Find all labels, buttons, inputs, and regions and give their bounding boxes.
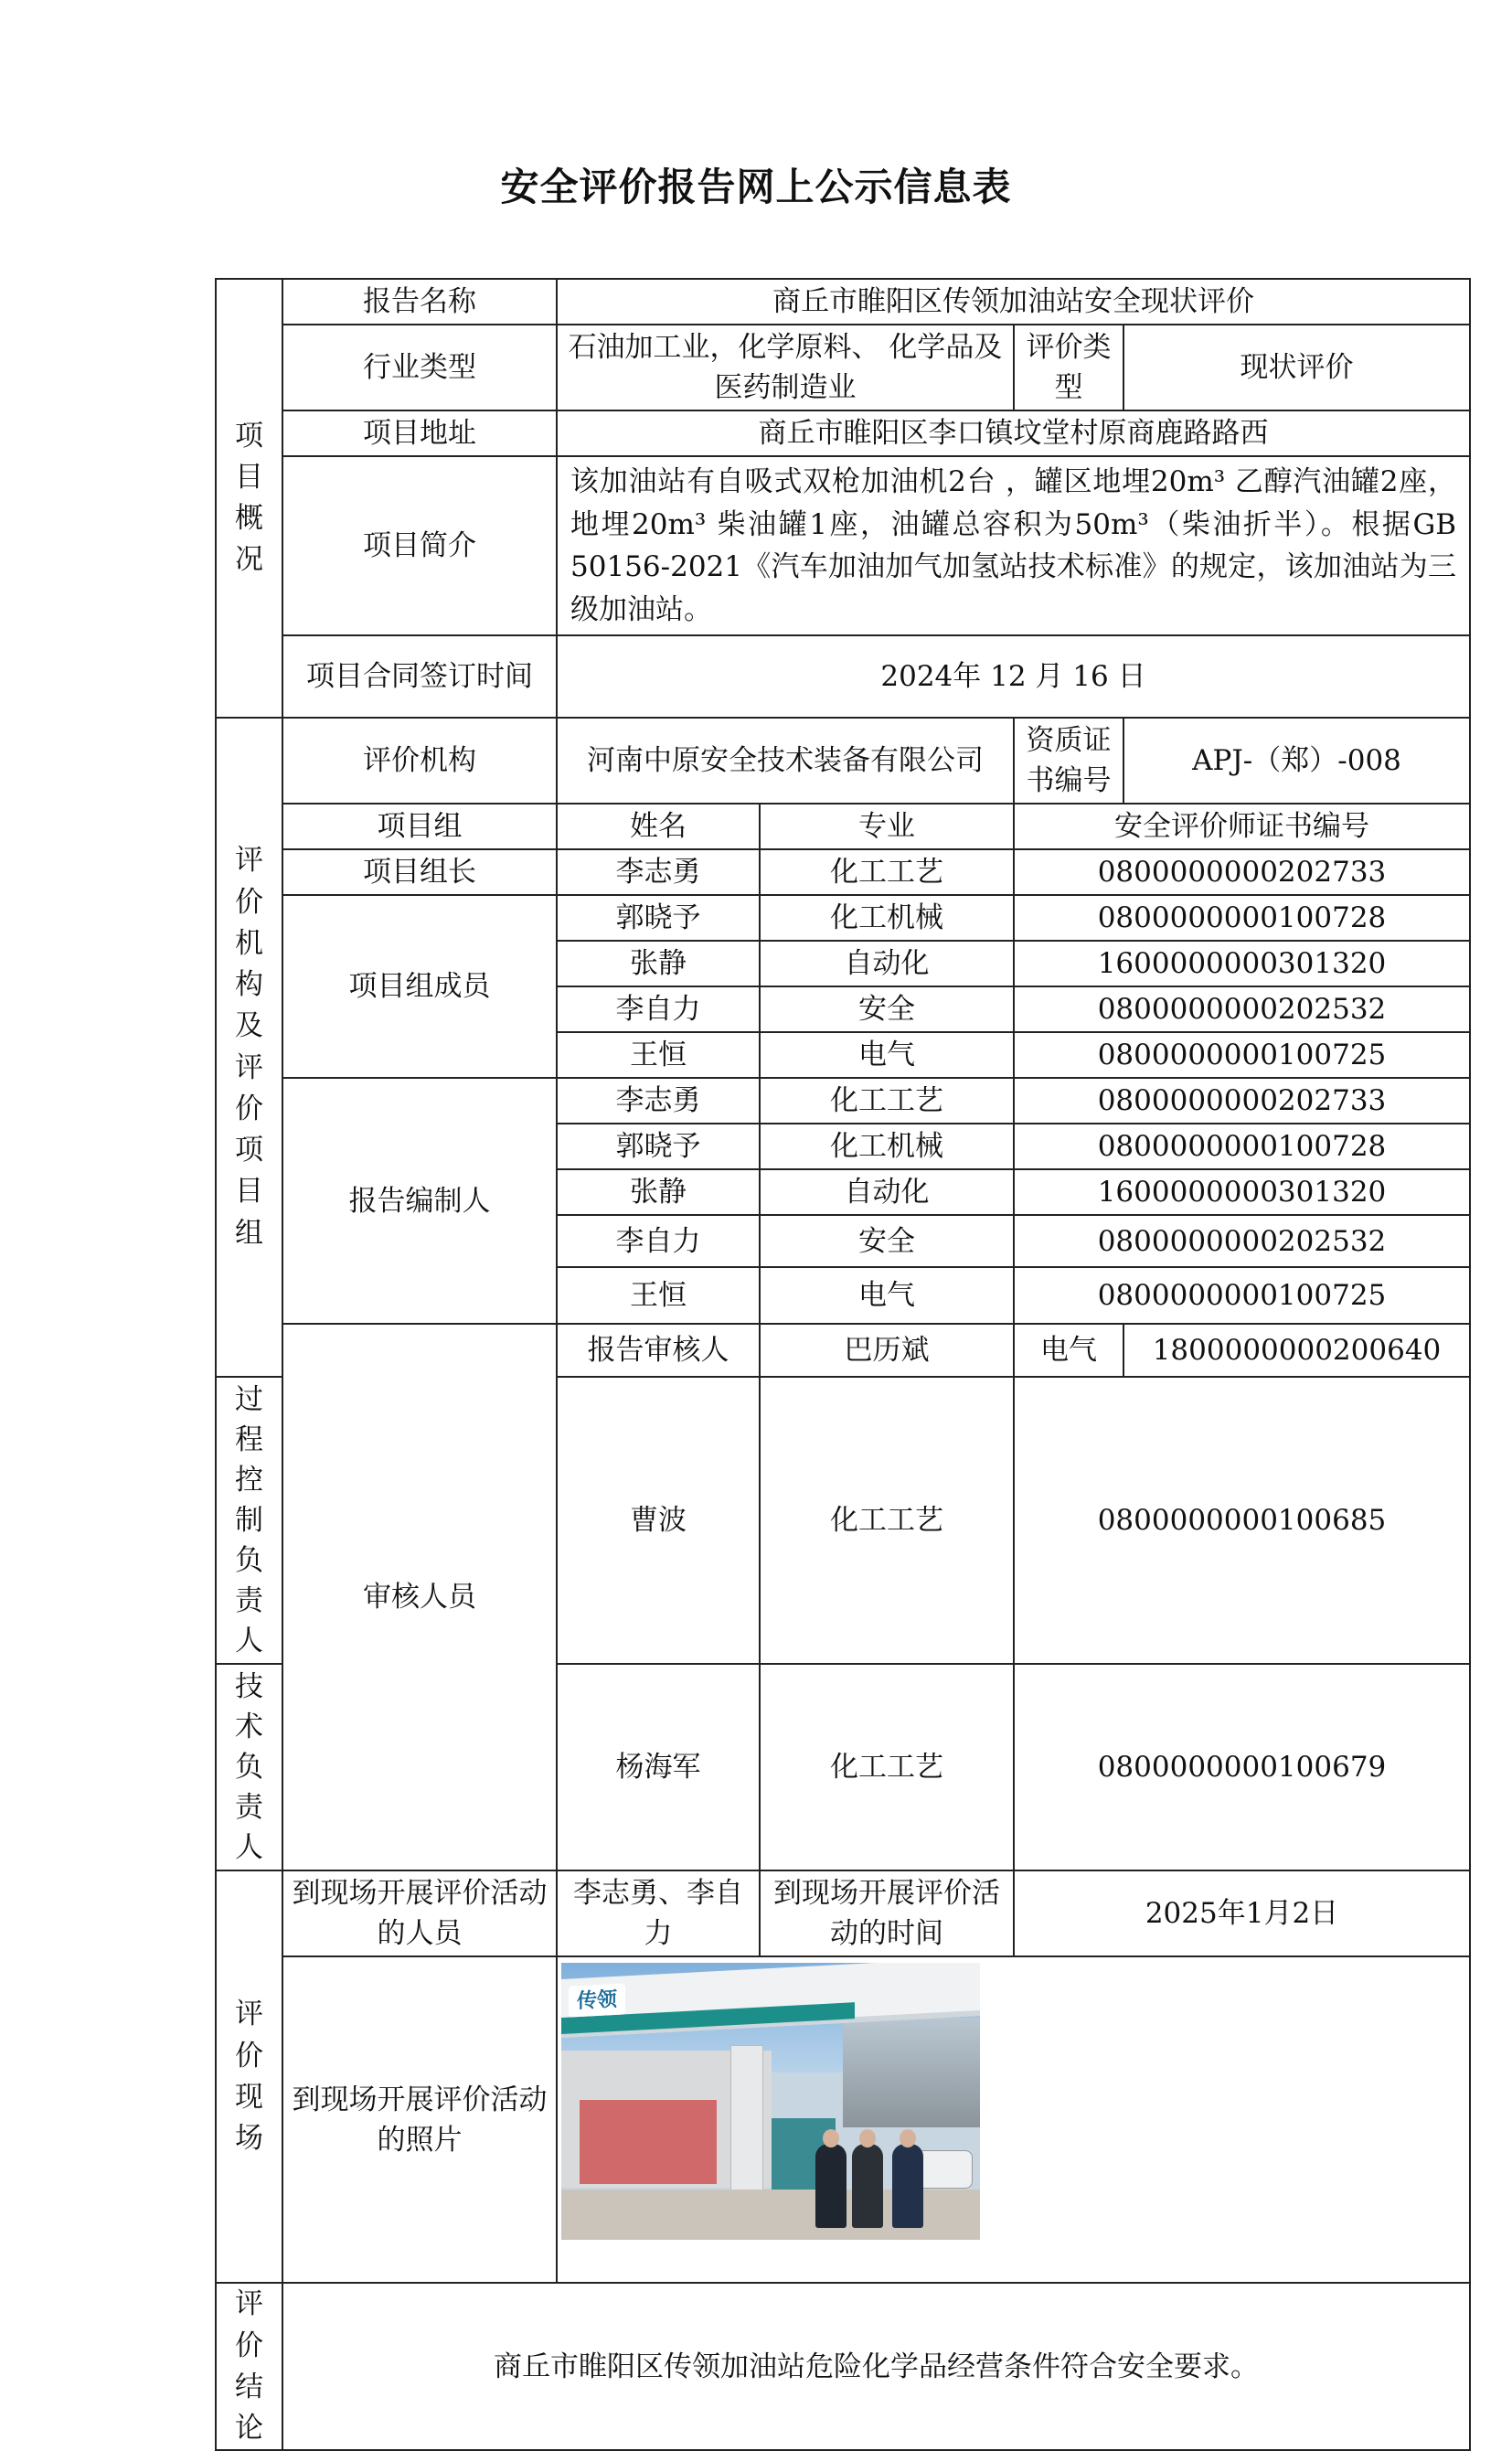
section-reviewers: 审核人员 xyxy=(282,1324,557,1870)
report-name-label: 报告名称 xyxy=(282,279,557,325)
col-header-group: 项目组 xyxy=(282,804,557,849)
reviewer-role: 技术负责人 xyxy=(216,1664,282,1870)
col-header-major: 专业 xyxy=(760,804,1014,849)
reviewer-major: 化工工艺 xyxy=(760,1664,1014,1870)
reviewer-role: 过程控制负责人 xyxy=(216,1377,282,1664)
reviewer-major: 电气 xyxy=(1014,1324,1123,1377)
cert-value: APJ-（郑）-008 xyxy=(1123,718,1470,804)
address-label: 项目地址 xyxy=(282,410,557,456)
person-name: 张静 xyxy=(557,1169,760,1215)
contract-date: 2024年 12 月 16 日 xyxy=(557,635,1470,718)
page-title: 安全评价报告网上公示信息表 xyxy=(500,165,1012,209)
person-major: 安全 xyxy=(760,1215,1014,1267)
person-major: 电气 xyxy=(760,1267,1014,1324)
address-value: 商丘市睢阳区李口镇坟堂村原商鹿路路西 xyxy=(557,410,1470,456)
reviewer-cert: 0800000000100685 xyxy=(1014,1377,1470,1664)
site-time-label: 到现场开展评价活动的时间 xyxy=(760,1870,1014,1956)
person-cert: 1600000000301320 xyxy=(1014,941,1470,986)
leader-label: 项目组长 xyxy=(282,849,557,895)
station-sign: 传领 xyxy=(569,1984,625,2018)
person-name: 李志勇 xyxy=(557,1078,760,1124)
reviewer-role: 报告审核人 xyxy=(557,1324,760,1377)
person-major: 自动化 xyxy=(760,1169,1014,1215)
section-overview: 项目概况 xyxy=(216,279,282,718)
industry-label: 行业类型 xyxy=(282,325,557,410)
site-photo-label: 到现场开展评价活动的照片 xyxy=(282,1956,557,2283)
person-name: 郭晓予 xyxy=(557,895,760,941)
site-people-label: 到现场开展评价活动的人员 xyxy=(282,1870,557,1956)
authors-label: 报告编制人 xyxy=(282,1078,557,1324)
reviewer-cert: 0800000000100679 xyxy=(1014,1664,1470,1870)
person-cert: 0800000000202532 xyxy=(1014,986,1470,1032)
reviewer-cert: 1800000000200640 xyxy=(1123,1324,1470,1377)
person-major: 化工机械 xyxy=(760,1124,1014,1169)
person-cert: 0800000000202733 xyxy=(1014,1078,1470,1124)
eval-type-label: 评价类型 xyxy=(1014,325,1123,410)
person-cert: 0800000000100725 xyxy=(1014,1267,1470,1324)
industry-value: 石油加工业，化学原料、 化学品及医药制造业 xyxy=(557,325,1014,410)
col-header-name: 姓名 xyxy=(557,804,760,849)
info-table xyxy=(215,278,1471,2451)
person-name: 李自力 xyxy=(557,986,760,1032)
person-major: 安全 xyxy=(760,986,1014,1032)
agency-value: 河南中原安全技术装备有限公司 xyxy=(557,718,1014,804)
person-cert: 0800000000100728 xyxy=(1014,895,1470,941)
site-photo xyxy=(561,1963,980,2240)
person-major: 化工工艺 xyxy=(760,849,1014,895)
cert-label: 资质证书编号 xyxy=(1014,718,1123,804)
reviewer-name: 曹波 xyxy=(557,1377,760,1664)
contract-label: 项目合同签订时间 xyxy=(282,635,557,718)
person-name: 郭晓予 xyxy=(557,1124,760,1169)
section-site: 评价现场 xyxy=(216,1870,282,2283)
person-cert: 0800000000100725 xyxy=(1014,1032,1470,1078)
person-major: 电气 xyxy=(760,1032,1014,1078)
person-name: 张静 xyxy=(557,941,760,986)
person-name: 李志勇 xyxy=(557,849,760,895)
agency-label: 评价机构 xyxy=(282,718,557,804)
site-time: 2025年1月2日 xyxy=(1014,1870,1470,1956)
person-cert: 1600000000301320 xyxy=(1014,1169,1470,1215)
person-name: 李自力 xyxy=(557,1215,760,1267)
reviewer-name: 杨海军 xyxy=(557,1664,760,1870)
eval-type-value: 现状评价 xyxy=(1123,325,1470,410)
person-name: 王恒 xyxy=(557,1032,760,1078)
site-photo-cell xyxy=(557,1956,1470,2283)
person-major: 化工机械 xyxy=(760,895,1014,941)
intro-text: 该加油站有自吸式双枪加油机2台 ，罐区地埋20m³ 乙醇汽油罐2座，地埋20m³ 柴油罐1座，油罐总容积为50m³（柴油折半）。根据GB 50156-2021《汽车加油加气加氢站技术标准》的规定，该加油站为三级加油站。 xyxy=(557,456,1470,635)
intro-label: 项目简介 xyxy=(282,456,557,635)
person-major: 自动化 xyxy=(760,941,1014,986)
site-people: 李志勇、李自力 xyxy=(557,1870,760,1956)
person-major: 化工工艺 xyxy=(760,1078,1014,1124)
person-name: 王恒 xyxy=(557,1267,760,1324)
section-conclusion: 评价结论 xyxy=(216,2283,282,2450)
section-org: 评价机构及评价项目组 xyxy=(216,718,282,1377)
person-cert: 0800000000100728 xyxy=(1014,1124,1470,1169)
report-name: 商丘市睢阳区传领加油站安全现状评价 xyxy=(557,279,1470,325)
col-header-cert: 安全评价师证书编号 xyxy=(1014,804,1470,849)
reviewer-name: 巴历斌 xyxy=(760,1324,1014,1377)
reviewer-major: 化工工艺 xyxy=(760,1377,1014,1664)
conclusion-text: 商丘市睢阳区传领加油站危险化学品经营条件符合安全要求。 xyxy=(282,2283,1470,2450)
person-cert: 0800000000202733 xyxy=(1014,849,1470,895)
members-label: 项目组成员 xyxy=(282,895,557,1078)
person-cert: 0800000000202532 xyxy=(1014,1215,1470,1267)
